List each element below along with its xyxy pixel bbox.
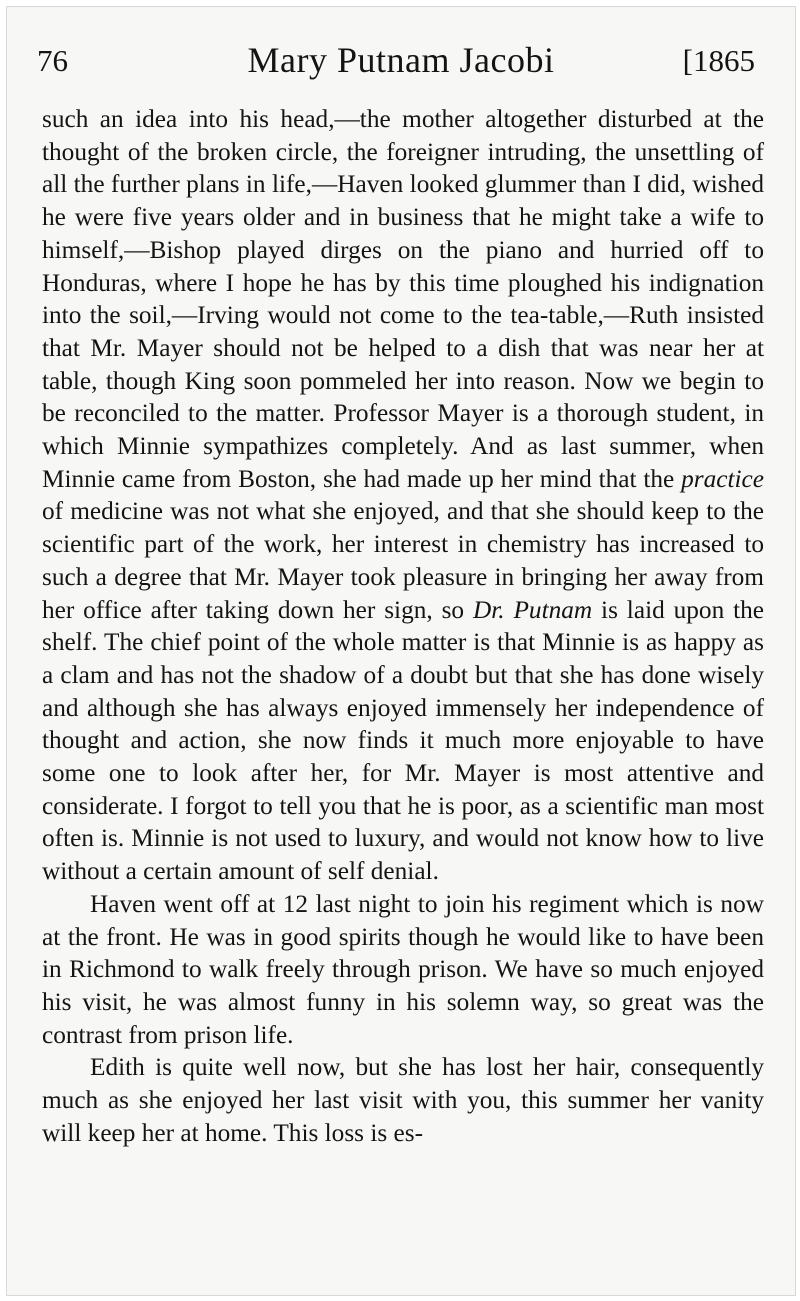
page-number: 76 <box>37 43 68 78</box>
paragraph-1-text-a: such an idea into his head,—the mother altogether disturbed at the thought of the broken circle, the foreigner intruding, the unsettling of all the further plans in life,—Haven looked glummer than I did, wished he were five years older and in business that he might take a wife to himself,—Bishop played dirges on the piano and hurried off to Honduras, where I hope he has by this time ploughed his indignation into the soil,—Irving would not come to the tea-table,—Ruth insisted that Mr. Mayer should not be helped to a dish that was near her at table, though King soon pommeled her into reason. Now we begin to be reconciled to the matter. Professor Mayer is a thorough student, in which Minnie sympathizes completely. And as last summer, when Minnie came from Boston, she had made up her mind that the <box>42 105 764 493</box>
paragraph-1-text-b: of medicine was not what she enjoyed, and that she should keep to the scientific part of the work, her interest in chemistry has increased to such a degree that Mr. Mayer took pleasure in bringing her away from her office after taking down her sign, so <box>42 497 764 624</box>
running-year: [1865 <box>682 43 755 78</box>
body-text <box>42 103 764 1150</box>
book-page <box>6 6 796 1296</box>
paragraph-1-text-c: is laid upon the shelf. The chief point of the whole matter is that Minnie is as happy as a clam and has not the shadow of a doubt but that she has done wisely and although she has always enjoyed immensely her independence of thought and action, she now finds it much more enjoyable to have some one to look after her, for Mr. Mayer is most attentive and considerate. I forgot to tell you that he is poor, as a scientific man most often is. Minnie is not used to luxury, and would not know how to live without a certain amount of self denial. <box>42 595 765 886</box>
running-head <box>7 39 795 85</box>
italic-practice: practice <box>681 464 764 493</box>
running-title: Mary Putnam Jacobi <box>247 40 555 80</box>
paragraph-1 <box>42 103 764 888</box>
italic-dr-putnam: Dr. Putnam <box>472 595 593 624</box>
paragraph-2: Haven went off at 12 last night to join his regiment which is now at the front. He was in good spirits though he would like to have been in Richmond to walk freely through prison. We have so much enjoyed his visit, he was almost funny in his solemn way, so great was the contrast from prison life. <box>42 889 764 1049</box>
paragraph-3: Edith is quite well now, but she has lost her hair, consequently much as she enjoyed her last visit with you, this summer her vanity will keep her at home. This loss is es- <box>42 1053 764 1147</box>
